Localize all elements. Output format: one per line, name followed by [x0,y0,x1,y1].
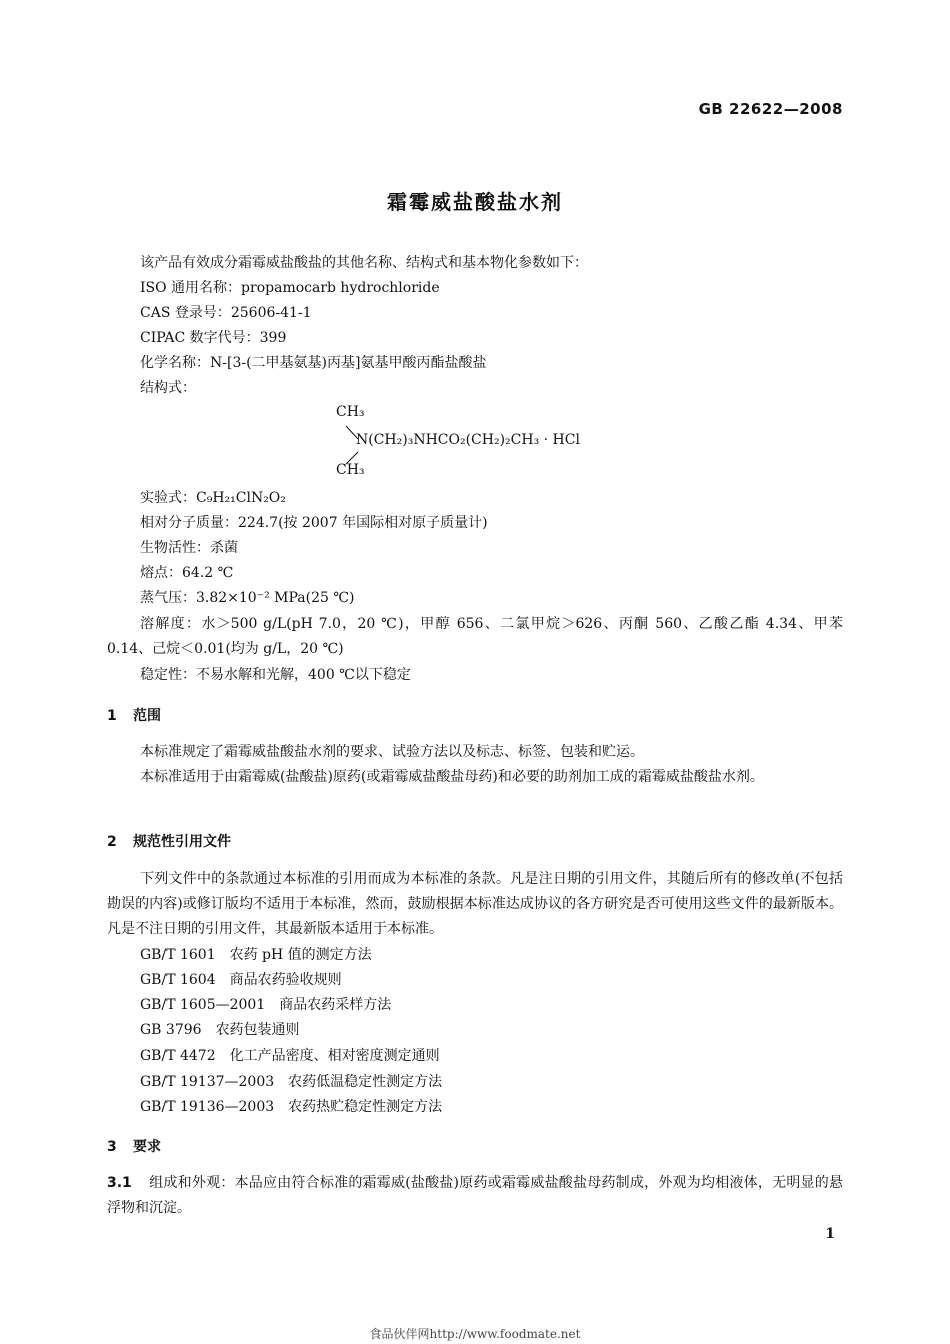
molecular-mass: 相对分子质量：224.7(按 2007 年国际相对原子质量计) [140,515,488,531]
structure-label: 结构式： [140,380,196,396]
melting-point: 熔点：64.2 ℃ [140,565,234,581]
section-1-paragraph-2: 本标准适用于由霜霉威(盐酸盐)原药(或霜霉威盐酸盐母药)和必要的助剂加工成的霜霉威盐酸盐水剂。 [140,769,764,785]
cas-number: CAS 登录号：25606-41-1 [140,305,312,321]
reference-code: GB/T 19136—2003 [140,1099,275,1115]
empirical-formula: 实验式：C₉H₂₁ClN₂O₂ [140,490,286,506]
clause-3-1-number: 3.1 [107,1175,132,1191]
solubility: 溶解度：水＞500 g/L(pH 7.0，20 ℃)，甲醇 656、二氯甲烷＞626、丙酮 560、乙酸乙酯 4.34、甲苯 0.14、己烷＜0.01(均为 g/L，20 ℃) [107,616,843,657]
vapor-pressure: 蒸气压：3.82×10⁻² MPa(25 ℃) [140,590,355,606]
reference-title: 农药包装通则 [215,1022,300,1038]
section-2-heading [107,832,231,852]
reference-code: GB/T 1601 [140,947,216,963]
reference-title: 商品农药采样方法 [279,997,392,1013]
methyl-bottom: CH₃ [336,462,365,478]
reference-item [140,1072,442,1092]
reference-item [140,945,372,965]
footer-watermark: 食品伙伴网http://www.foodmate.net [369,1327,581,1341]
section-3-title: 要求 [133,1139,161,1155]
section-1-heading [107,706,161,726]
section-3-heading [107,1137,161,1157]
page-number: 1 [825,1226,835,1242]
bio-activity: 生物活性：杀菌 [140,540,238,556]
formula-main: N(CH₂)₃NHCO₂(CH₂)₂CH₃ · HCl [356,432,580,448]
stability: 稳定性：不易水解和光解，400 ℃以下稳定 [140,667,411,683]
section-2-number: 2 [107,834,117,850]
section-1-number: 1 [107,708,117,724]
iso-name: ISO 通用名称：propamocarb hydrochloride [140,280,440,296]
cipac-code: CIPAC 数字代号：399 [140,330,287,346]
reference-title: 农药热贮稳定性测定方法 [288,1099,443,1115]
reference-title: 商品农药验收规则 [229,972,342,988]
reference-item [140,1046,440,1066]
clause-3-1-text: 组成和外观：本品应由符合标准的霜霉威(盐酸盐)原药或霜霉威盐酸盐母药制成，外观为均相液体，无明显的悬浮物和沉淀。 [107,1175,843,1216]
methyl-top: CH₃ [336,404,365,420]
structural-formula [336,404,656,484]
document-title: 霜霉威盐酸盐水剂 [387,190,563,214]
standard-code: GB 22622—2008 [698,100,843,118]
section-2-title: 规范性引用文件 [133,834,231,850]
reference-item [140,995,391,1015]
section-1-title: 范围 [133,708,161,724]
intro-lead: 该产品有效成分霜霉威盐酸盐的其他名称、结构式和基本物化参数如下： [140,255,588,271]
section-3-number: 3 [107,1139,117,1155]
section-2-paragraph: 下列文件中的条款通过本标准的引用而成为本标准的条款。凡是注日期的引用文件，其随后所有的修改单(不包括勘误的内容)或修订版均不适用于本标准，然而，鼓励根据本标准达成协议的各方研究是否可使用这些文件的最新版本。凡是不注日期的引用文件，其最新版本适用于本标准。 [107,871,843,937]
chemical-name: 化学名称：N-[3-(二甲基氨基)丙基]氨基甲酸丙酯盐酸盐 [140,355,487,371]
reference-item [140,1020,300,1040]
reference-title: 农药 pH 值的测定方法 [229,947,372,963]
reference-code: GB/T 19137—2003 [140,1074,275,1090]
reference-code: GB/T 4472 [140,1048,216,1064]
section-1-paragraph-1: 本标准规定了霜霉威盐酸盐水剂的要求、试验方法以及标志、标签、包装和贮运。 [140,744,644,760]
reference-item [140,970,342,990]
reference-code: GB/T 1605—2001 [140,997,266,1013]
clause-3-1 [107,1171,843,1221]
reference-title: 农药低温稳定性测定方法 [288,1074,443,1090]
reference-title: 化工产品密度、相对密度测定通则 [229,1048,440,1064]
reference-code: GB 3796 [140,1022,202,1038]
reference-item [140,1097,442,1117]
reference-code: GB/T 1604 [140,972,216,988]
